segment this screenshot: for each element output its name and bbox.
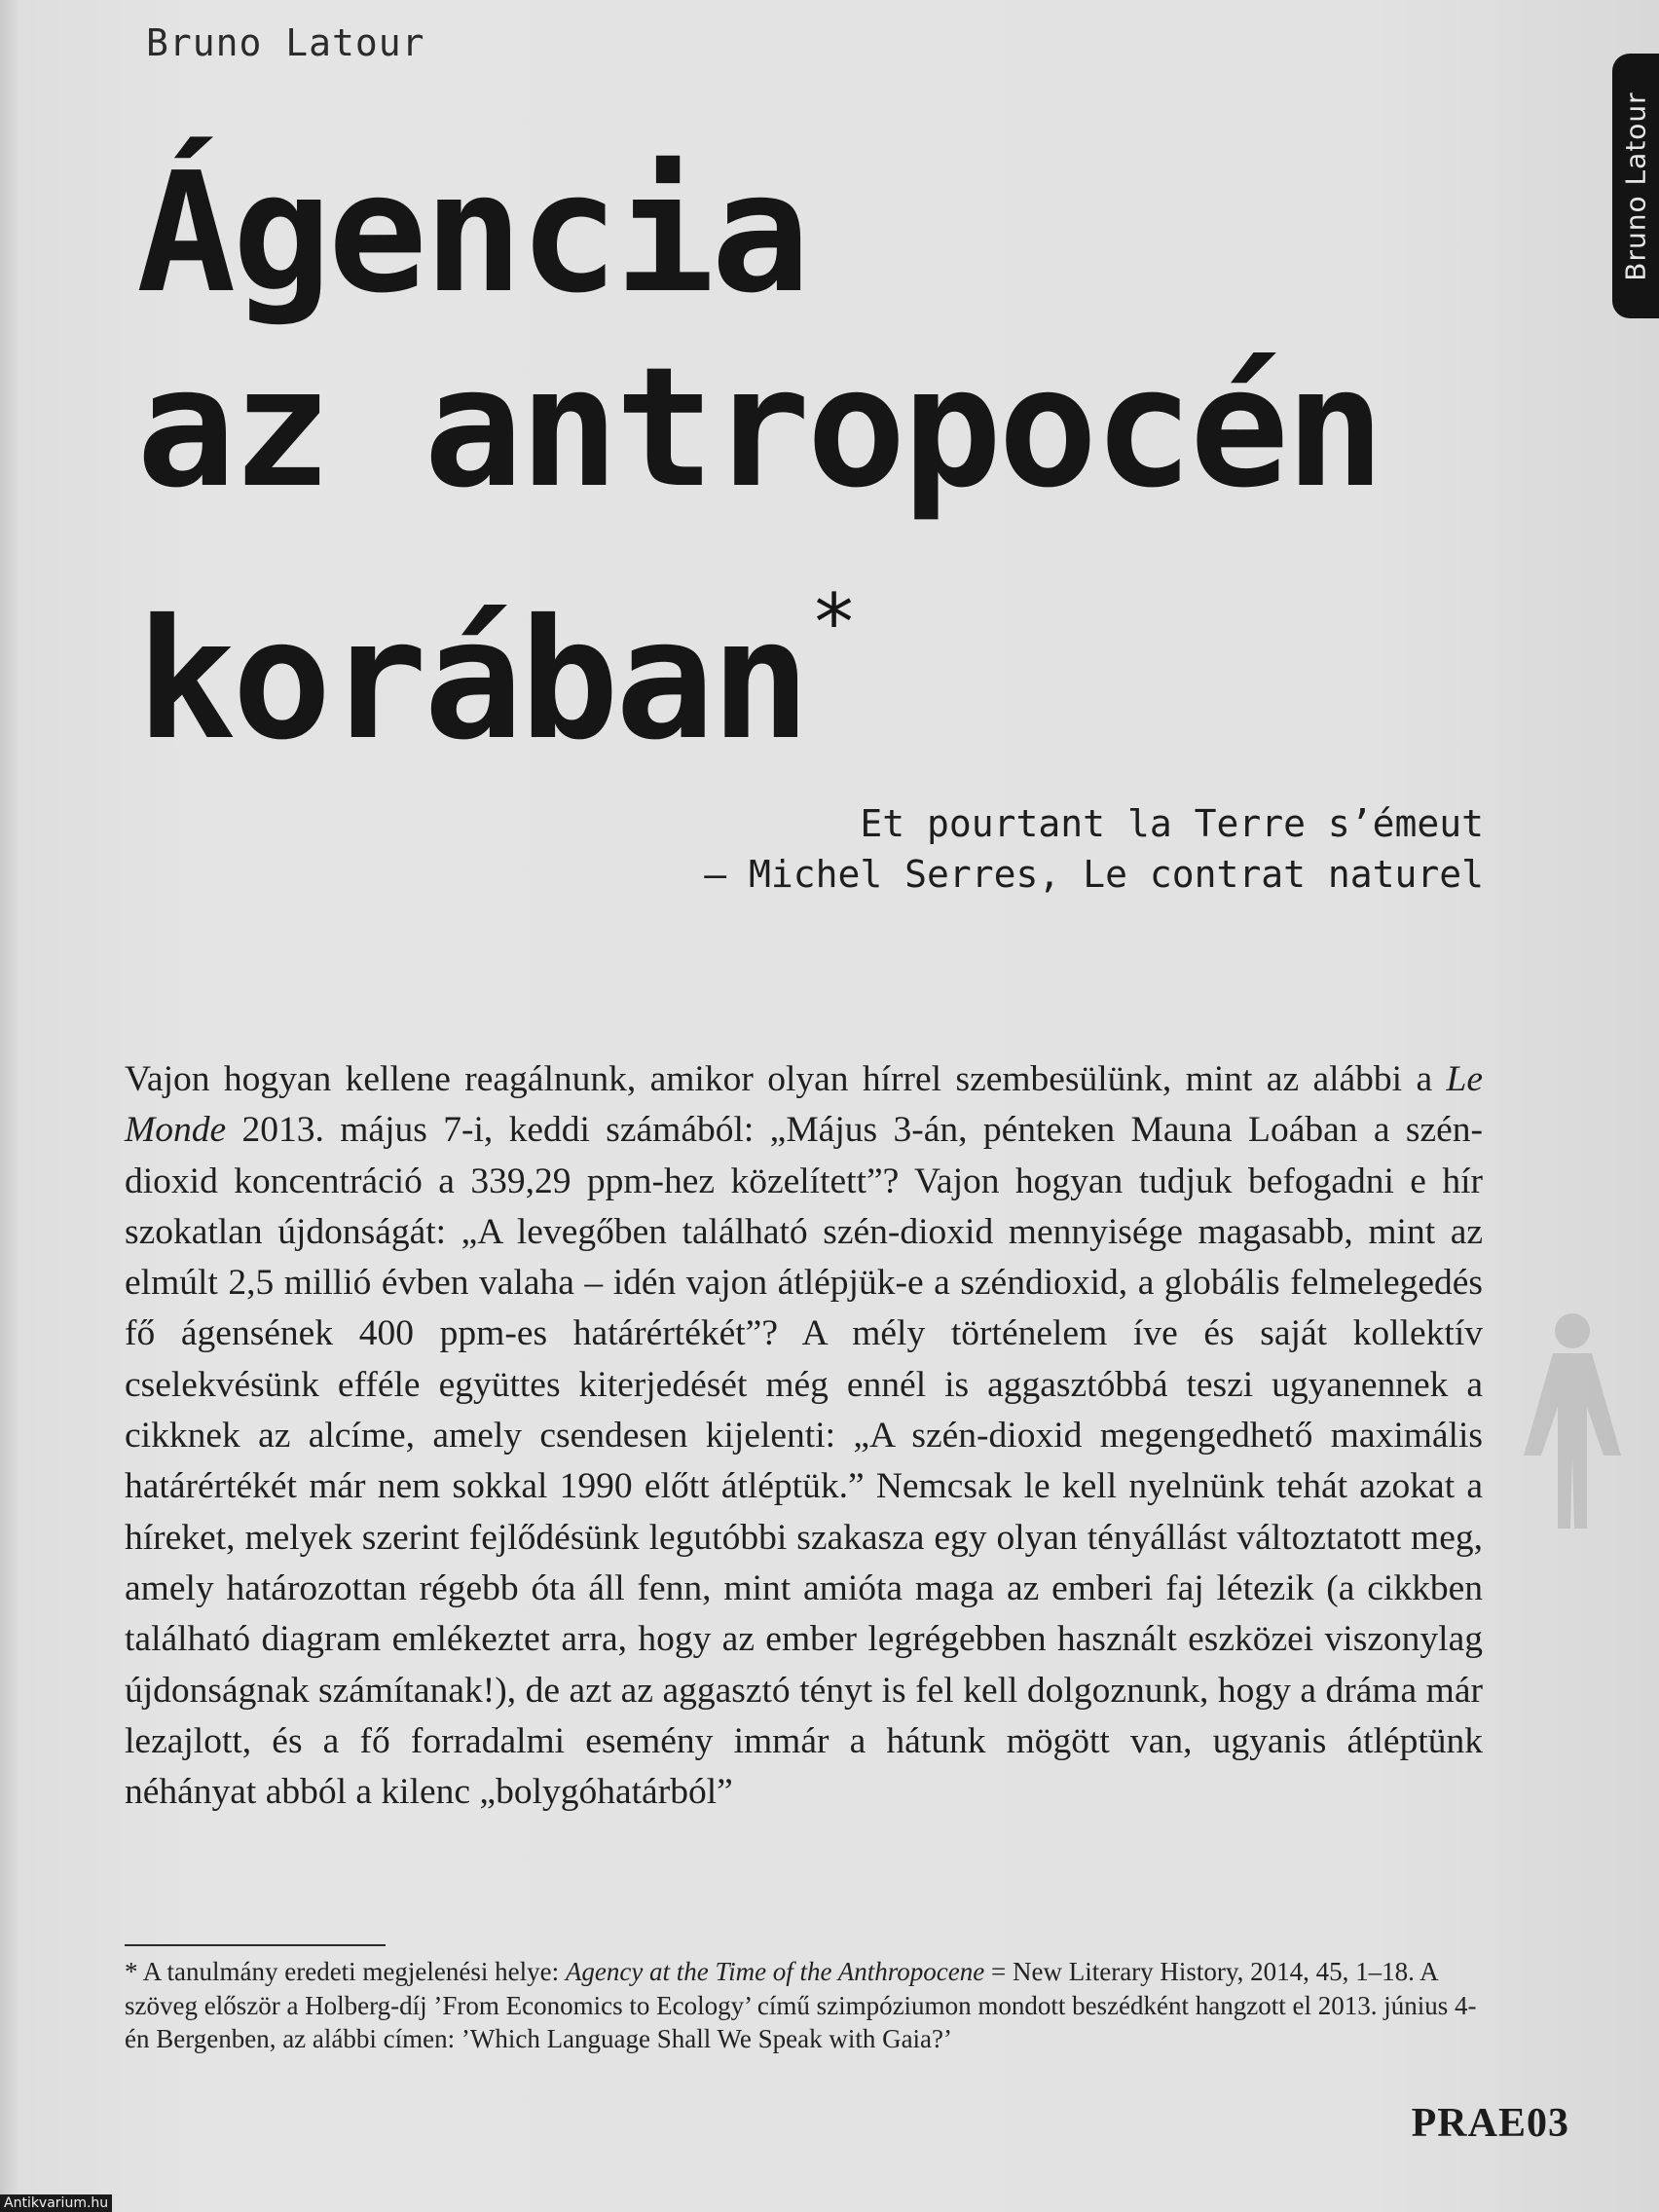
title-footnote-marker: * <box>810 577 854 668</box>
body-text-part-2: 2013. május 7-i, keddi számából: „Május 3-án, pénteken Mauna Loában a szén-dioxid koncentráció a 339,29 ppm-hez közelített”? Vajon hogyan tudjuk befogadni e hír szokatlan újdonságát: „A levegőben található szén-dioxid mennyisége magasabb, mint az elmúlt 2,5 millió évben valaha – idén vajon átlépjük-e a széndioxid, a globális felmelegedés fő ágensének 400 ppm-es határértékét”? A mély történelem íve és saját kollektív cselekvésünk efféle együttes kiterjedését még ennél is aggasztóbbá teszi ugyanennek a cikknek az alcíme, amely csendesen kijelenti: „A szén-dioxid megengedhető maximális határértékét már nem sokkal 1990 előtt átléptük.” Nemcsak le kell nyelnünk tehát azokat a híreket, melyek szerint fejlődésünk legutóbbi szakasza egy olyan tényállást változtatott meg, amely határozottan régebb óta áll fenn, mint amióta maga az emberi faj létezik (a cikkben található diagram emlékeztet arra, hogy az ember legrégebben használt eszközei viszonylag újdonságnak számítanak!), de azt az aggasztó tényt is fel kell dolgoznunk, hogy a dráma már lezajlott, és a fő forradalmi esemény immár a hátunk mögött van, ugyanis átléptünk néhányat abból a kilenc „bolygóhatárból” <box>125 1110 1483 1813</box>
epigraph-quote: Et pourtant la Terre s’émeut <box>860 802 1484 845</box>
footnote-text-part-2: = New Literary History, 2014, 45, 1–18. A szöveg először a Holberg-díj ’From Economics to Ecology’ című szimpóziumon mondott beszédként hangzott el 2013. június 4-én Bergenben, az alábbi címen: ’Which Language Shall We Speak with Gaia?’ <box>125 1957 1477 2053</box>
site-watermark: Antikvarium.hu <box>0 2194 112 2212</box>
footnote-text-part-1: A tanulmány eredeti megjelenési helye: <box>137 1957 566 1986</box>
title-line-1: Ágencia <box>136 137 807 330</box>
article-body-paragraph <box>125 1054 1483 1818</box>
side-author-tab <box>1612 54 1659 318</box>
footnote <box>125 1955 1483 2056</box>
title-line-3: korában <box>136 584 807 777</box>
body-text-part-1: Vajon hogyan kellene reagálnunk, amikor olyan hírrel szembesülünk, mint az alábbi a <box>125 1059 1447 1099</box>
author-header: Bruno Latour <box>146 21 425 64</box>
footnote-italic-title: Agency at the Time of the Anthropocene <box>565 1957 985 1986</box>
footnote-divider <box>125 1944 386 1946</box>
epigraph <box>704 798 1484 900</box>
faint-figure-illustration <box>1494 1309 1650 1533</box>
journal-mark: PRAE03 <box>1411 2101 1569 2146</box>
body-italic-le-monde: Le Monde <box>125 1059 1483 1151</box>
article-title <box>136 136 1499 778</box>
footnote-marker: * <box>125 1957 138 1986</box>
title-line-2: az antropocén <box>136 332 1382 525</box>
side-tab-label: Bruno Latour <box>1619 91 1652 281</box>
epigraph-attribution: – Michel Serres, Le contrat naturel <box>704 853 1484 896</box>
